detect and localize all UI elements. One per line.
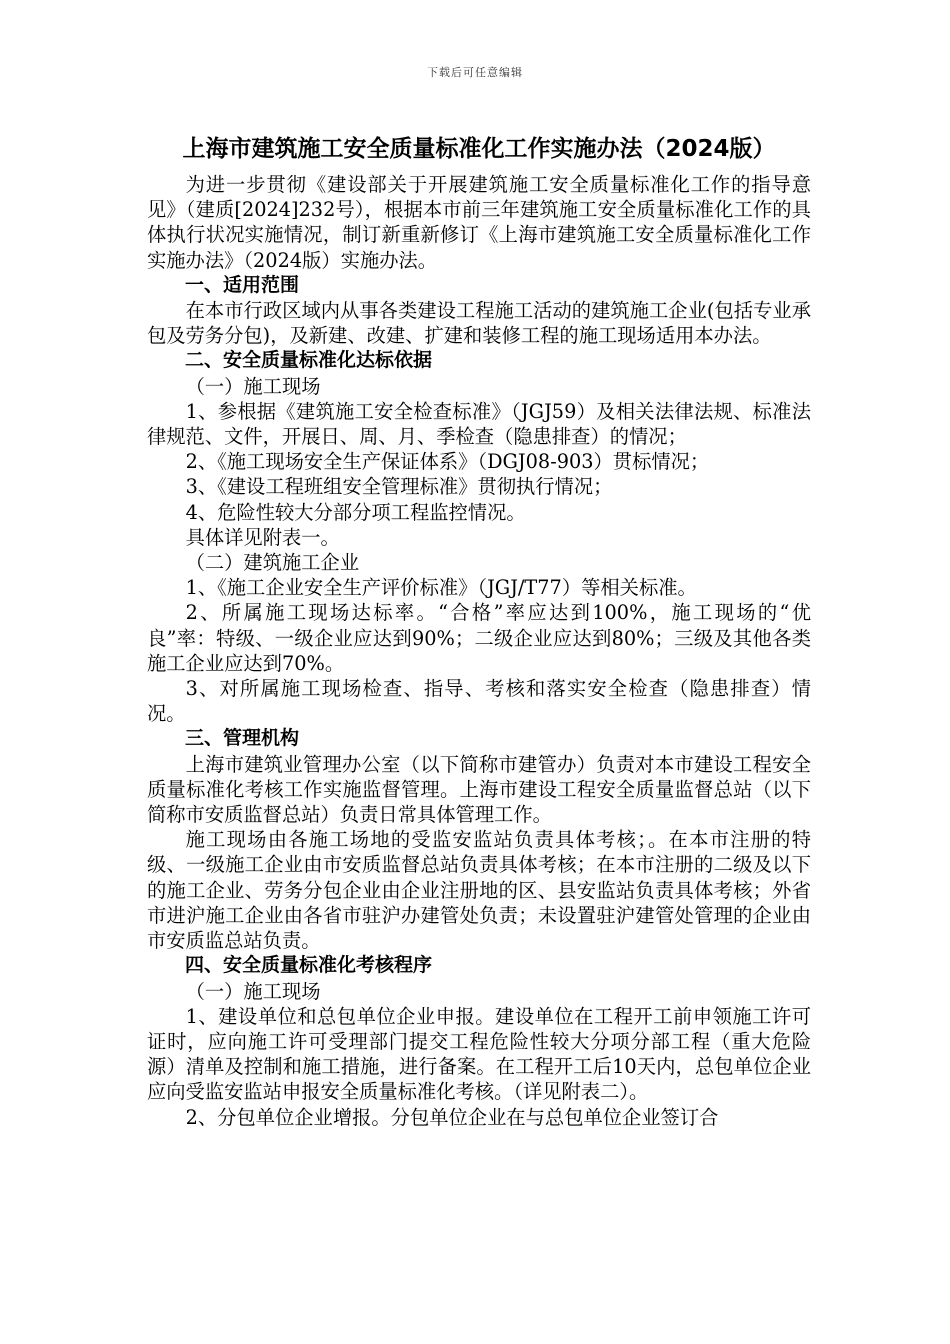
section-2-item-1: 1、参根据《建筑施工安全检查标准》（JGJ59）及相关法律法规、标准法律规范、文件，开展日、周、月、季检查（隐患排查）的情况； [147,399,811,449]
section-4-item-2: 2、分包单位企业增报。分包单位企业在与总包单位企业签订合 [185,1105,719,1129]
section-2-item-4: 4、危险性较大分部分项工程监控情况。 [185,500,526,524]
intro-paragraph: 为进一步贯彻《建设部关于开展建筑施工安全质量标准化工作的指导意见》（建质[2024]232号），根据本市前三年建筑施工安全质量标准化工作的具体执行状况实施情况，制订新重新修订《上海市建筑施工安全质量标准化工作实施办法》（2024版）实施办法。 [147,173,811,272]
section-2-heading: 二、安全质量标准化达标依据 [185,349,433,372]
section-4-heading: 四、安全质量标准化考核程序 [185,954,433,977]
section-2-item-3: 3、《建设工程班组安全管理标准》贯彻执行情况； [185,475,613,499]
section-3-heading: 三、管理机构 [185,727,300,750]
section-3-paragraph-1: 上海市建筑业管理办公室（以下简称市建管办）负责对本市建设工程安全质量标准化考核工作实施监督管理。上海市建设工程安全质量监督总站（以下简称市安质监督总站）负责日常具体管理工作。 [147,752,811,827]
document-title: 上海市建筑施工安全质量标准化工作实施办法（2024版） [182,136,776,162]
section-2-item-6: 2、所属施工现场达标率。“合格”率应达到100%，施工现场的“优良”率：特级、一级企业应达到90%；二级企业应达到80%；三级及其他各类施工企业应达到70%。 [147,601,811,675]
header-note: 下载后可任意编辑 [427,66,523,79]
section-1-heading: 一、适用范围 [185,273,300,296]
section-2-subheading-1: （一）施工现场 [185,374,321,398]
document-body [147,132,811,1130]
section-3-paragraph-2: 施工现场由各施工场地的受监安监站负责具体考核；。在本市注册的特级、一级施工企业由市安质监督总站负责具体考核；在本市注册的二级及以下的施工企业、劳务分包企业由企业注册地的区、县安监站负责具体考核；外省市进沪施工企业由各省市驻沪办建管处负责；未设置驻沪建管处管理的企业由市安质监总站负责。 [147,828,811,953]
section-1-paragraph: 在本市行政区域内从事各类建设工程施工活动的建筑施工企业(包括专业承包及劳务分包)，及新建、改建、扩建和装修工程的施工现场适用本办法。 [147,299,811,348]
section-2-item-2: 2、《施工现场安全生产保证体系》（DGJ08-903）贯标情况； [185,450,710,474]
section-2-item-7: 3、对所属施工现场检查、指导、考核和落实安全检查（隐患排查）情况。 [147,677,811,726]
section-4-item-1: 1、建设单位和总包单位企业申报。建设单位在工程开工前申领施工许可证时，应向施工许可受理部门提交工程危险性较大分项分部工程（重大危险源）清单及控制和施工措施，进行备案。在工程开工后10天内，总包单位企业应向受监安监站申报安全质量标准化考核。（详见附表二）。 [147,1004,811,1104]
section-2-item-5: 1、《施工企业安全生产评价标准》（JGJ/T77）等相关标准。 [185,576,697,600]
section-2-note: 具体详见附表一。 [185,525,340,549]
section-2-subheading-2: （二）建筑施工企业 [185,551,360,575]
section-4-subheading-1: （一）施工现场 [185,979,321,1003]
